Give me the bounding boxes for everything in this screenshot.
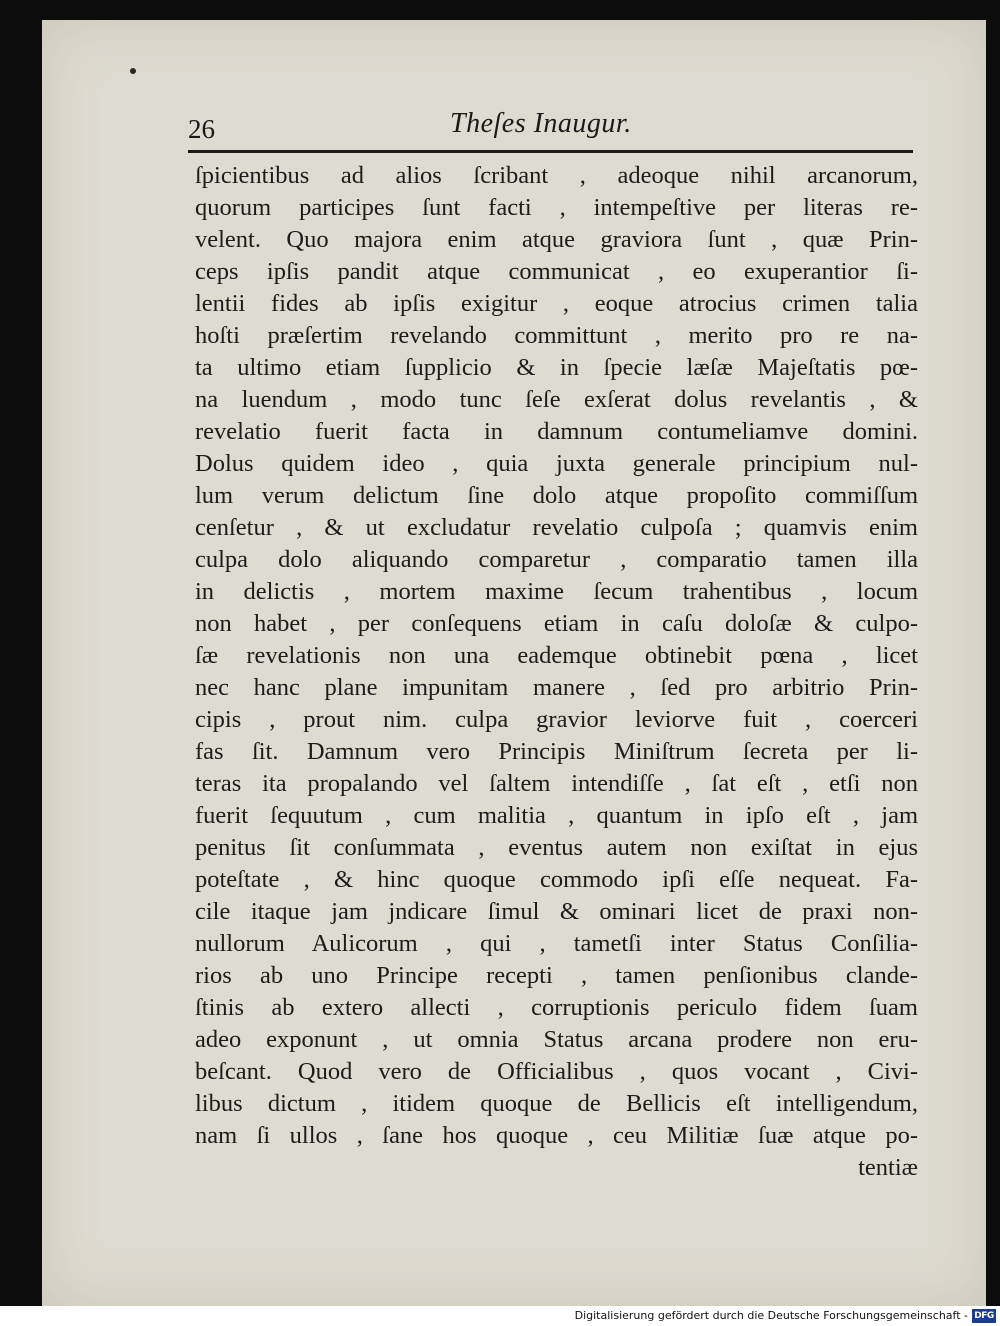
text-line: rios ab uno Principe recepti , tamen penſionibus clande- — [195, 962, 918, 989]
text-line: beſcant. Quod vero de Officialibus , quos vocant , Civi- — [195, 1058, 918, 1085]
text-line: velent. Quo majora enim atque graviora ſunt , quæ Prin- — [195, 226, 918, 253]
text-line: na luendum , modo tunc ſeſe exſerat dolus revelantis , & — [195, 386, 918, 413]
text-line: ſtinis ab extero allecti , corruptionis periculo fidem ſuam — [195, 994, 918, 1021]
running-head-title: Theſes Inaugur. — [450, 108, 632, 139]
text-line: in delictis , mortem maxime ſecum trahentibus , locum — [195, 578, 918, 605]
text-line: cile itaque jam jndicare ſimul & ominari licet de praxi non- — [195, 898, 918, 925]
text-line: Dolus quidem ideo , quia juxta generale principium nul- — [195, 450, 918, 477]
header-rule — [188, 150, 913, 153]
text-line: nullorum Aulicorum , qui , tametſi inter Status Conſilia- — [195, 930, 918, 957]
text-line: hoſti præſertim revelando committunt , merito pro re na- — [195, 322, 918, 349]
ink-speck — [130, 68, 136, 74]
text-line: culpa dolo aliquando comparetur , comparatio tamen illa — [195, 546, 918, 573]
text-line: quorum participes ſunt facti , intempeſtive per literas re- — [195, 194, 918, 221]
page-number: 26 — [188, 114, 215, 144]
text-line: nec hanc plane impunitam manere , ſed pro arbitrio Prin- — [195, 674, 918, 701]
text-line: lentii fides ab ipſis exigitur , eoque atrocius crimen talia — [195, 290, 918, 317]
text-line: lum verum delictum ſine dolo atque propoſito commiſſum — [195, 482, 918, 509]
text-line: nam ſi ullos , ſane hos quoque , ceu Militiæ ſuæ atque po- — [195, 1122, 918, 1149]
footer-bar — [0, 1306, 1000, 1326]
text-line: adeo exponunt , ut omnia Status arcana prodere non eru- — [195, 1026, 918, 1053]
text-line: revelatio fuerit facta in damnum contumeliamve domini. — [195, 418, 918, 445]
funding-credit: Digitalisierung gefördert durch die Deutsche Forschungsgemeinschaft - — [574, 1309, 968, 1322]
text-line: teras ita propalando vel ſaltem intendiſſe , ſat eſt , etſi non — [195, 770, 918, 797]
catchword: tentiæ — [858, 1154, 918, 1181]
text-line: cipis , prout nim. culpa gravior leviorve fuit , coerceri — [195, 706, 918, 733]
text-line: libus dictum , itidem quoque de Bellicis eſt intelligendum, — [195, 1090, 918, 1117]
text-line: cenſetur , & ut excludatur revelatio culpoſa ; quamvis enim — [195, 514, 918, 541]
body-text — [195, 160, 918, 1184]
text-line: penitus ſit conſummata , eventus autem non exiſtat in ejus — [195, 834, 918, 861]
text-line: ſæ revelationis non una eademque obtinebit pœna , licet — [195, 642, 918, 669]
text-line: fas ſit. Damnum vero Principis Miniſtrum ſecreta per li- — [195, 738, 918, 765]
text-line: poteſtate , & hinc quoque commodo ipſi eſſe nequeat. Fa- — [195, 866, 918, 893]
text-line: ta ultimo etiam ſupplicio & in ſpecie læſæ Majeſtatis pœ- — [195, 354, 918, 381]
text-line: ceps ipſis pandit atque communicat , eo exuperantior ſi- — [195, 258, 918, 285]
dfg-logo: DFG — [972, 1309, 996, 1323]
text-line: ſpicientibus ad alios ſcribant , adeoque nihil arcanorum, — [195, 162, 918, 189]
text-line: fuerit ſequutum , cum malitia , quantum in ipſo eſt , jam — [195, 802, 918, 829]
running-head — [188, 108, 908, 150]
text-line: non habet , per conſequens etiam in caſu doloſæ & culpo- — [195, 610, 918, 637]
